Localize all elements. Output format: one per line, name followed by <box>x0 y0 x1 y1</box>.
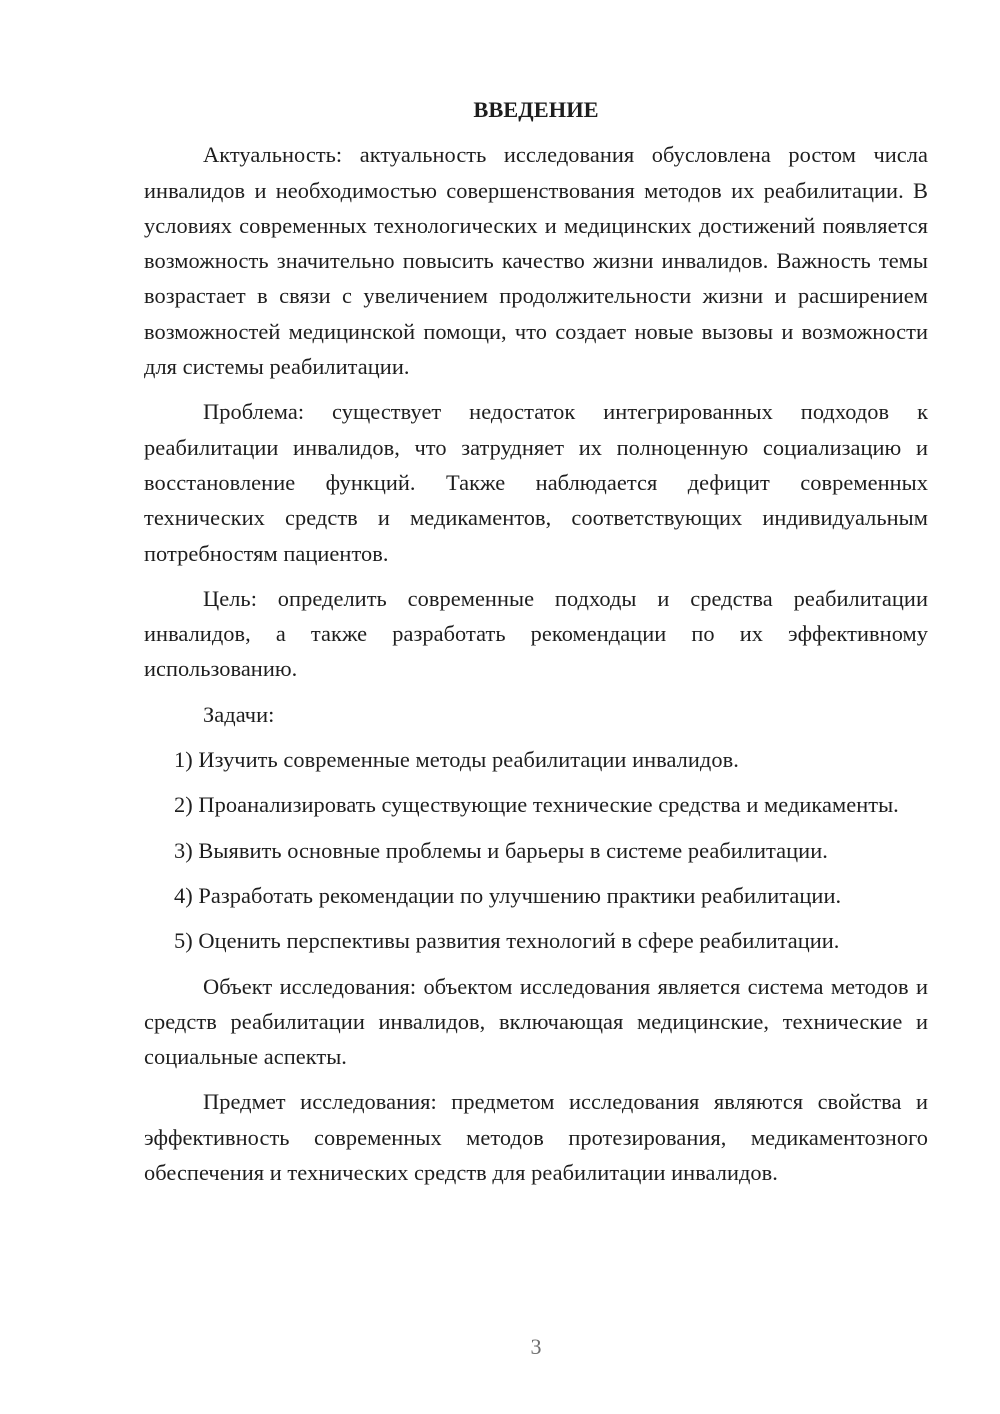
task-text: Оценить перспективы развития технологий в сфере реабилитации. <box>198 928 840 954</box>
task-item-2 <box>144 787 928 822</box>
object-paragraph: Объект исследования: объектом исследования является система методов и средств реабилитации инвалидов, включающая медицинские, технические и социальные аспекты. <box>144 973 928 1070</box>
problem-paragraph: Проблема: существует недостаток интегрированных подходов к реабилитации инвалидов, что затрудняет их полноценную социализацию и восстановление функций. Также наблюдается дефицит современных технических средств и медикаментов, соответствующих индивидуальным потребностям пациентов. <box>144 399 928 566</box>
page-number: 3 <box>530 1334 542 1359</box>
tasks-heading: Задачи: <box>203 701 275 727</box>
task-item-5 <box>144 923 928 958</box>
task-text: Изучить современные методы реабилитации инвалидов. <box>198 747 739 773</box>
section-title: ВВЕДЕНИЕ <box>473 97 599 122</box>
subject-paragraph: Предмет исследования: предметом исследования являются свойства и эффективность современных методов протезирования, медикаментозного обеспечения и технических средств для реабилитации инвалидов. <box>144 1089 928 1186</box>
goal-paragraph: Цель: определить современные подходы и средства реабилитации инвалидов, а также разработать рекомендации по их эффективному использованию. <box>144 585 928 682</box>
relevance-paragraph: Актуальность: актуальность исследования обусловлена ростом числа инвалидов и необходимостью совершенствования методов их реабилитации. В условиях современных технологических и медицинских достижений появляется возможность значительно повысить качество жизни инвалидов. Важность темы возрастает в связи с увеличением продолжительности жизни и расширением возможностей медицинской помощи, что создает новые вызовы и возможности для системы реабилитации. <box>144 142 928 380</box>
task-item-3 <box>144 833 928 868</box>
task-number: 1) <box>174 747 193 773</box>
task-item-1 <box>144 742 928 777</box>
task-number: 2) <box>174 792 193 818</box>
page-content <box>144 92 928 1200</box>
task-number: 5) <box>174 928 193 954</box>
task-item-4 <box>144 878 928 913</box>
task-text: Проанализировать существующие технические средства и медикаменты. <box>198 792 899 818</box>
task-text: Выявить основные проблемы и барьеры в системе реабилитации. <box>198 837 828 863</box>
task-number: 4) <box>174 882 193 908</box>
task-number: 3) <box>174 837 193 863</box>
task-text: Разработать рекомендации по улучшению практики реабилитации. <box>198 882 842 908</box>
